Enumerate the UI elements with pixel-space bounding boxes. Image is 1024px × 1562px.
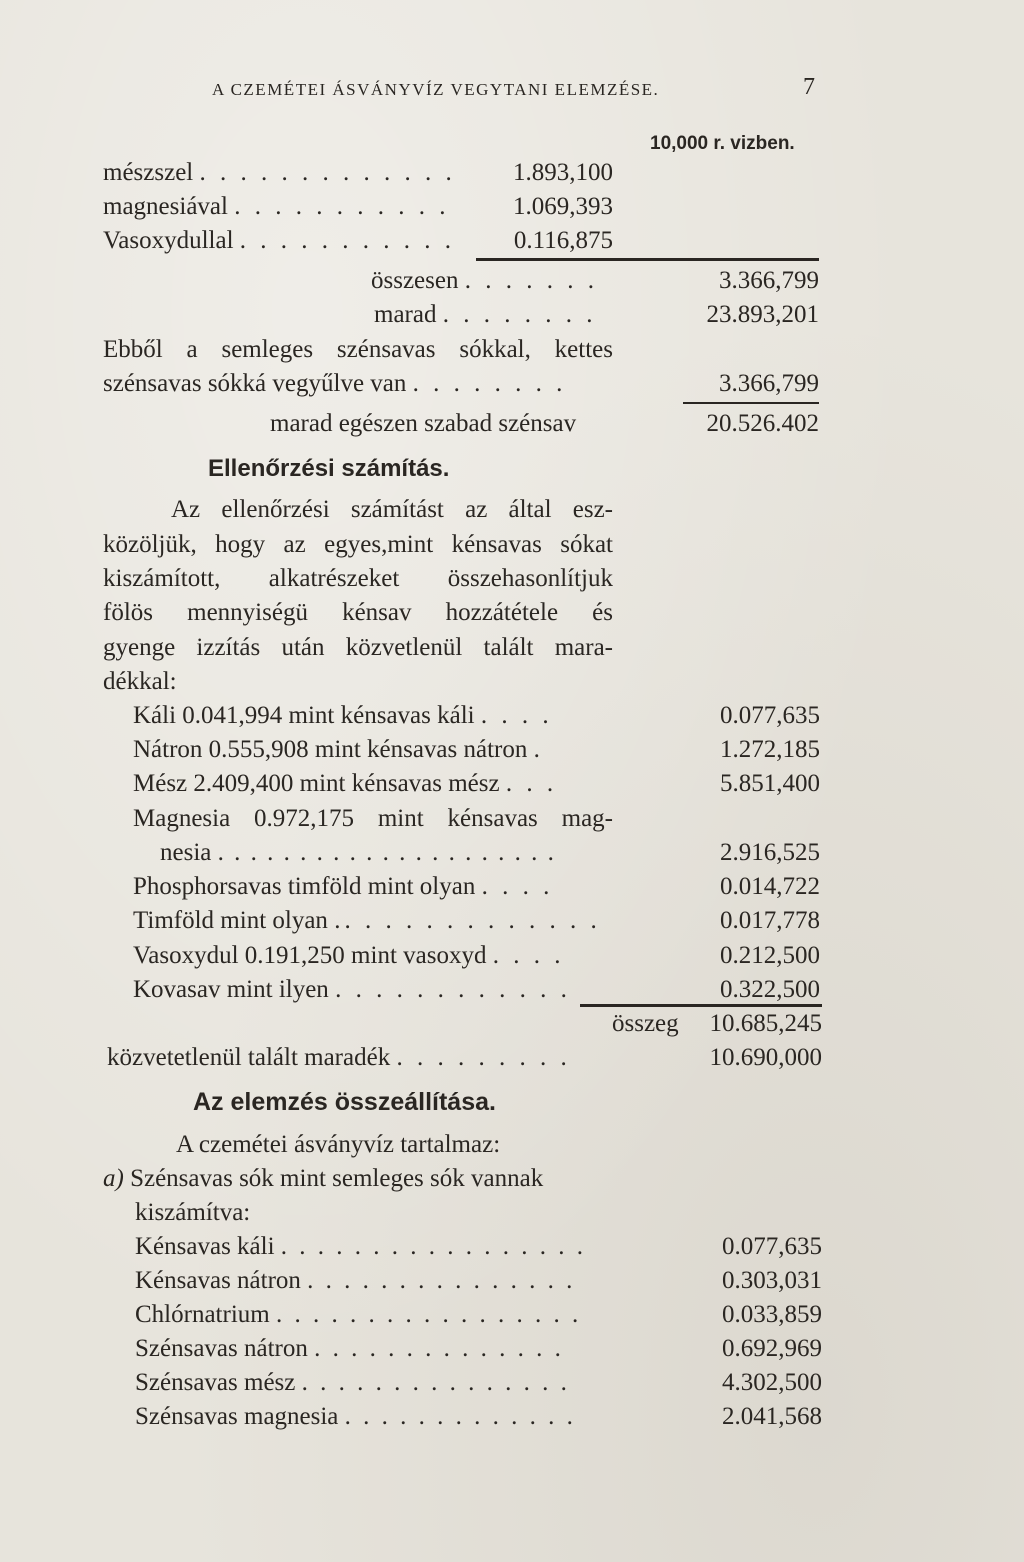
free-carbonic-label: marad egészen szabad szénsav: [270, 410, 577, 437]
check-item-label: Timföld mint olyan .. . . . . . . . . . . . .: [133, 907, 601, 934]
sum-rule: [683, 402, 819, 404]
sum-rule: [476, 258, 819, 261]
column-header: 10,000 r. vizben.: [650, 133, 795, 154]
composition-item-label: Szénsavas nátron . . . . . . . . . . . . . .: [135, 1335, 564, 1362]
row-value: 1.069,393: [513, 193, 613, 220]
section-heading: Ellenőrzési számítás.: [208, 455, 450, 482]
direct-residue-label: közvetetlenül talált maradék . . . . . . . . .: [107, 1044, 571, 1071]
check-item-value: 2.916,525: [720, 839, 820, 866]
body-text: Ebből a semleges szénsavas sókkal, kettes: [103, 336, 613, 363]
composition-item-value: 0.303,031: [722, 1267, 822, 1294]
composition-item-label: Kénsavas káli . . . . . . . . . . . . . . . . .: [135, 1233, 587, 1260]
section-a: a) Szénsavas sók mint semleges sók vannak: [103, 1165, 544, 1192]
bound-carbonic-value: 3.366,799: [719, 370, 819, 397]
paragraph-line: Az ellenőrzési számítást az által esz-: [171, 496, 613, 523]
composition-item-value: 0.033,859: [722, 1301, 822, 1328]
row-value: 1.893,100: [513, 159, 613, 186]
check-item-value: 1.272,185: [720, 736, 820, 763]
section-a: kiszámítva:: [135, 1199, 251, 1226]
paragraph-line: gyenge izzítás után közvetlenül talált mara-: [103, 634, 613, 661]
section-heading: Az elemzés összeállítása.: [193, 1088, 496, 1116]
sum-value: 10.685,245: [709, 1010, 822, 1037]
sum-label: összeg: [612, 1010, 679, 1037]
row-label: mészszel . . . . . . . . . . . . .: [103, 159, 456, 186]
check-item-label: Kovasav mint ilyen . . . . . . . . . . . .: [133, 976, 571, 1003]
check-item-value: 5.851,400: [720, 770, 820, 797]
composition-item-value: 0.077,635: [722, 1233, 822, 1260]
remainder-value: 23.893,201: [706, 301, 819, 328]
check-item-value: 0.322,500: [720, 976, 820, 1003]
check-item-label: nesia . . . . . . . . . . . . . . . . . . . . .: [160, 839, 556, 866]
check-item-label: Phosphorsavas timföld mint olyan . . . .: [133, 873, 554, 900]
check-item-value: 0.014,722: [720, 873, 820, 900]
check-item-label: Vasoxydul 0.191,250 mint vasoxyd . . . .: [133, 942, 565, 969]
free-carbonic-value: 20.526.402: [706, 410, 819, 437]
total-label: összesen . . . . . . .: [371, 267, 598, 294]
body-text: szénsavas sókká vegyűlve van . . . . . . . .: [103, 370, 567, 397]
composition-item-label: Chlórnatrium . . . . . . . . . . . . . . . . .: [135, 1301, 582, 1328]
composition-item-label: Szénsavas magnesia . . . . . . . . . . . . .: [135, 1403, 576, 1430]
check-item-label: Nátron 0.555,908 mint kénsavas nátron .: [133, 736, 544, 763]
composition-item-value: 2.041,568: [722, 1403, 822, 1430]
composition-item-label: Kénsavas nátron . . . . . . . . . . . . . . .: [135, 1267, 576, 1294]
check-item-value: 0.212,500: [720, 942, 820, 969]
row-label: magnesiával . . . . . . . . . . .: [103, 193, 450, 220]
direct-residue-value: 10.690,000: [709, 1044, 822, 1071]
composition-item-label: Szénsavas mész . . . . . . . . . . . . . . .: [135, 1369, 570, 1396]
paragraph-line: fölös mennyiségü kénsav hozzátétele és: [103, 599, 613, 626]
check-item-value: 0.017,778: [720, 907, 820, 934]
intro-text: A czemétei ásványvíz tartalmaz:: [176, 1131, 501, 1158]
row-label: Vasoxydullal . . . . . . . . . . .: [103, 227, 456, 254]
composition-item-value: 4.302,500: [722, 1369, 822, 1396]
row-value: 0.116,875: [513, 227, 613, 254]
check-item-label: Mész 2.409,400 mint kénsavas mész . . .: [133, 770, 558, 797]
check-item-label: Magnesia 0.972,175 mint kénsavas mag-: [133, 805, 613, 832]
remainder-label: marad . . . . . . . .: [374, 301, 597, 328]
total-value: 3.366,799: [719, 267, 819, 294]
paragraph-line: dékkal:: [103, 668, 177, 695]
paragraph-line: közöljük, hogy az egyes,mint kénsavas sókat: [103, 531, 613, 558]
check-item-value: 0.077,635: [720, 702, 820, 729]
paragraph-line: kiszámított, alkatrészeket összehasonlítjuk: [103, 565, 613, 592]
running-header: A CZEMÉTEI ÁSVÁNYVÍZ VEGYTANI ELEMZÉSE.: [212, 80, 660, 99]
composition-item-value: 0.692,969: [722, 1335, 822, 1362]
check-item-label: Káli 0.041,994 mint kénsavas káli . . . .: [133, 702, 553, 729]
page-number: 7: [803, 74, 815, 100]
